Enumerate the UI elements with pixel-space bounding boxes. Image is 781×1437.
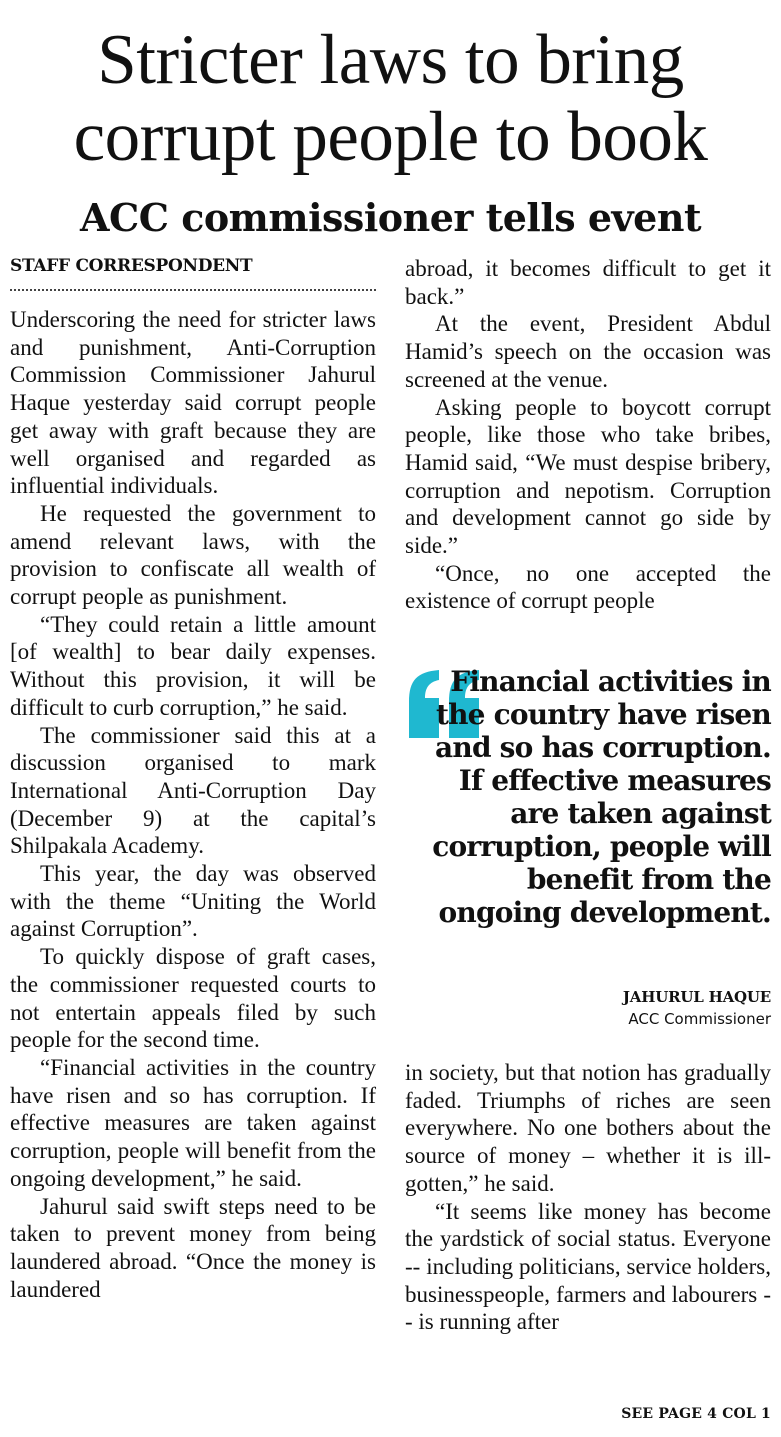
- byline-divider: [10, 289, 376, 291]
- paragraph: “They could retain a little amount [of wealth] to bear daily expenses. Without this provision, it will be difficult to curb corruption,” he said.: [10, 611, 376, 720]
- paragraph: To quickly dispose of graft cases, the commissioner requested courts to not entertain appeals filed by such people for the second time.: [10, 944, 376, 1053]
- paragraph: abroad, it becomes difficult to get it back.”: [405, 256, 771, 309]
- paragraph: The commissioner said this at a discussion organised to mark International Anti-Corruption Day (December 9) at the capital’s Shilpakala Academy.: [10, 722, 376, 859]
- paragraph: in society, but that notion has gradually faded. Triumphs of riches are seen everywhere. No one bothers about the source of money – whether it is ill-gotten,” he said.: [405, 1060, 771, 1196]
- article-column-2-top: [405, 255, 771, 615]
- paragraph: “Financial activities in the country have risen and so has corruption. If effective measures are taken against corruption, people will benefit from the ongoing development,” he said.: [10, 1054, 376, 1191]
- paragraph: At the event, President Abdul Hamid’s speech on the occasion was screened at the venue.: [405, 311, 771, 392]
- headline-line-1: Stricter laws to bring: [97, 21, 684, 99]
- paragraph: This year, the day was observed with the theme “Uniting the World against Corruption”.: [10, 861, 376, 942]
- article-column-2-bottom: [405, 1059, 771, 1336]
- continuation-jump-line: SEE PAGE 4 COL 1: [621, 1406, 771, 1422]
- byline: STAFF CORRESPONDENT: [10, 256, 253, 276]
- paragraph: “It seems like money has become the yardstick of social status. Everyone -- including politicians, service holders, businesspeople, farmers and labourers -- is running after: [405, 1198, 771, 1335]
- pull-quote-attribution-title: ACC Commissioner: [628, 1010, 771, 1028]
- paragraph: Jahurul said swift steps need to be taken to prevent money from being laundered abroad. “Once the money is laundered: [10, 1193, 376, 1302]
- pull-quote: Financial activities in the country have risen and so has corruption. If effective measures are taken against corruption, people will benefit from the ongoing development.: [432, 665, 771, 929]
- paragraph: Asking people to boycott corrupt people, like those who take bribes, Hamid said, “We must despise bribery, corruption and nepotism. Corruption and development cannot go side by side.”: [405, 394, 771, 559]
- paragraph: Underscoring the need for stricter laws and punishment, Anti-Corruption Commission Commissioner Jahurul Haque yesterday said corrupt people get away with graft because they are well organised and regarded as influential individuals.: [10, 307, 376, 499]
- article-column-1: [10, 306, 376, 1303]
- paragraph: “Once, no one accepted the existence of corrupt people: [405, 560, 771, 614]
- pull-quote-attribution-name: JAHURUL HAQUE: [622, 988, 771, 1006]
- headline-line-2: corrupt people to book: [73, 98, 708, 176]
- paragraph: He requested the government to amend relevant laws, with the provision to confiscate all wealth of corrupt people as punishment.: [10, 500, 376, 610]
- subheadline: ACC commissioner tells event: [80, 195, 701, 240]
- headline: [0, 22, 781, 176]
